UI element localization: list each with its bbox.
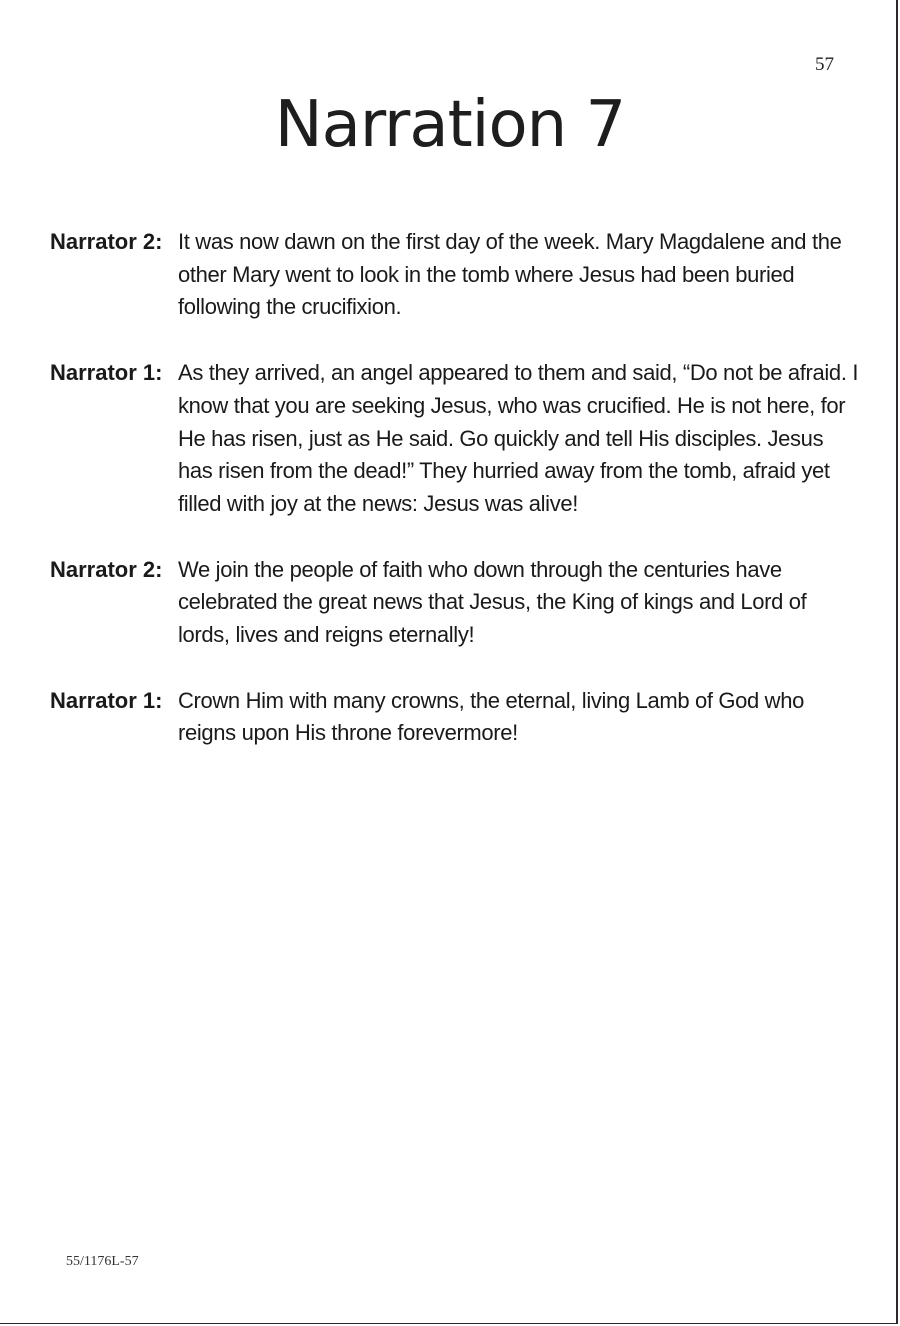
narration-text: As they arrived, an angel appeared to them and said, “Do not be afraid. I know that you are seeking Jesus, who was crucified. He is not here, for He has risen, just as He said. Go quickly and tell His disciples. Jesus has risen from the dead!” They hurried away from the tomb, afraid yet filled with joy at the news: Jesus was alive! (178, 360, 859, 516)
page-number: 57 (815, 54, 834, 75)
narration-list (50, 226, 860, 783)
footer-code: 55/1176L-57 (66, 1254, 139, 1269)
narration-entry (50, 357, 860, 521)
narration-entry (50, 226, 860, 324)
speaker-label: Narrator 1: (50, 687, 163, 713)
narration-text: Crown Him with many crowns, the eternal, living Lamb of God who reigns upon His throne forevermore! (178, 687, 804, 746)
narration-entry (50, 554, 860, 652)
speaker-label: Narrator 2: (50, 229, 163, 254)
narration-text: We join the people of faith who down through the centuries have celebrated the great news that Jesus, the King of kings and Lord of lords, lives and reigns eternally! (178, 556, 807, 648)
speaker-label: Narrator 1: (50, 360, 163, 386)
narration-entry (50, 685, 860, 750)
narration-text: It was now dawn on the first day of the week. Mary Magdalene and the other Mary went to look in the tomb where Jesus had been buried following the crucifixion. (178, 229, 842, 320)
page-title: Narration 7 (274, 88, 626, 162)
speaker-label: Narrator 2: (50, 556, 163, 582)
